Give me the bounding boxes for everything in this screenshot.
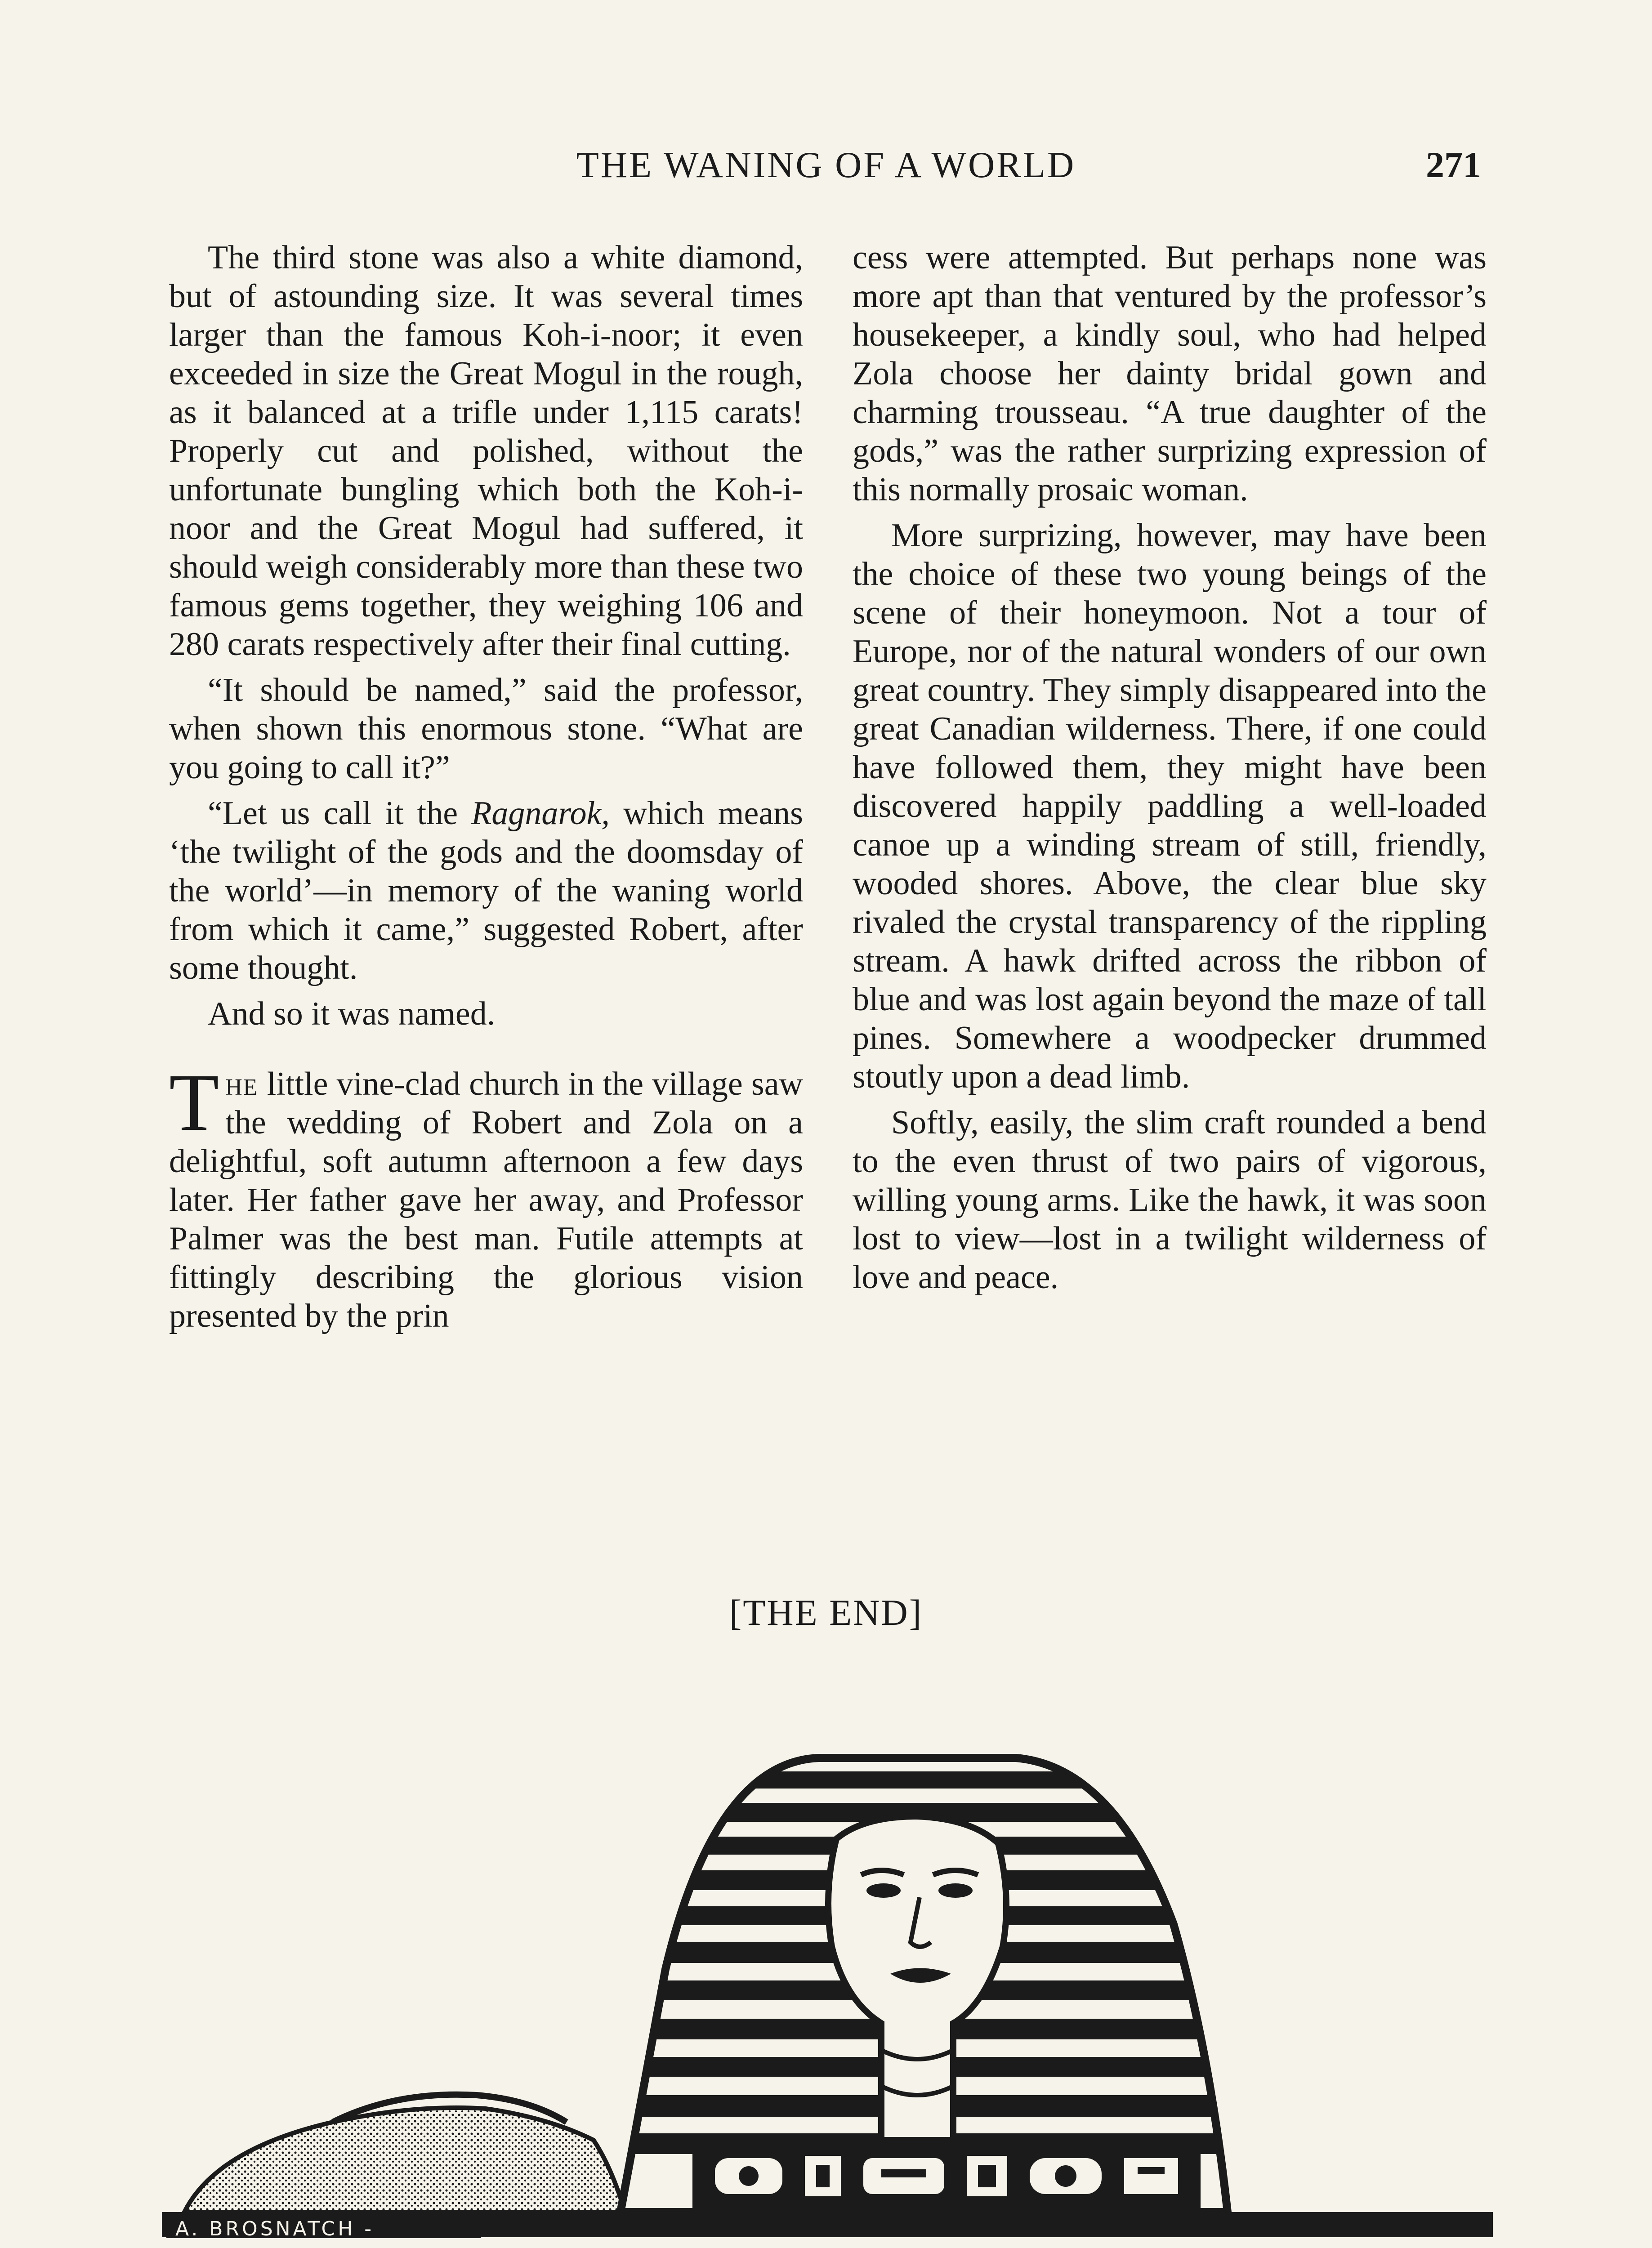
paragraph-princess: cess were attempted. But perhaps none was more apt than that ventured by the professor’s housekeeper, a kindly soul, who had helped Zola choose her dainty bridal gown and charming trousseau. “A true daughter of the gods,” was the rather surprizing expression of this normally prosaic woman. xyxy=(853,239,1487,508)
the-end-marker: [THE END] xyxy=(729,1592,923,1633)
left-eye xyxy=(866,1883,901,1898)
paragraph-honeymoon: More surprizing, however, may have been the choice of these two young beings of the scene of their honeymoon. Not a tour of Europe, nor of the natural wonders of our own great country. They simply disappeared into the great Canadian wilderness. There, if one could have followed them, they might have been discovered happily paddling a well-loaded canoe up a winding stream of still, friendly, wooded shores. Above, the clear blue sky rivaled the crystal transparency of the rippling stream. A hawk drifted across the ribbon of blue and was lost again beyond the maze of tall pines. Somewhere a woodpecker drummed stoutly upon a dead limb. xyxy=(853,517,1487,1095)
artist-signature: A. BROSNATCH - xyxy=(175,2217,375,2240)
paragraph-slim-craft: Softly, easily, the slim craft rounded a bend to the even thrust of two pairs of vigorous, willing young arms. Like the hawk, it was soon lost to view—lost in a twilight wilderness of love and peace. xyxy=(853,1104,1487,1296)
ragnarok-text-after: which means ‘the twilight of the gods and the doomsday of the world’—in memory of the waning world from which it came,” suggested Robert, after some thought. xyxy=(169,795,803,986)
paragraph-so-it-was-named: And so it was named. xyxy=(208,995,496,1032)
drop-cap: T xyxy=(169,1057,219,1148)
small-caps-lead: he xyxy=(225,1066,259,1102)
running-title: THE WANING OF A WORLD xyxy=(576,144,1076,185)
right-column xyxy=(853,238,1487,1304)
left-column xyxy=(169,238,803,1343)
paragraph-ragnarok xyxy=(169,794,803,987)
running-head xyxy=(0,144,1652,198)
sphinx-illustration xyxy=(162,1735,1493,2248)
page-number: 271 xyxy=(1426,144,1481,185)
paragraph-should-be-named: “It should be named,” said the professor, when shown this enormous stone. “What are you going to call it?” xyxy=(169,672,803,786)
sphinx-body xyxy=(184,2108,625,2212)
wedding-text: little vine-clad church in the village saw the wedding of Robert and Zola on a delightful, soft autumn afternoon a few days later. Her father gave her away, and Professor Palmer was the best man. Futile attempts at fittingly describing the glorious vision presented by the prin xyxy=(169,1066,803,1334)
ragnarok-text-before: “Let us call it the xyxy=(208,795,472,832)
paragraph-third-stone: The third stone was also a white diamond, but of astounding size. It was several times larger than the famous Koh-i-noor; it even exceeded in size the Great Mogul in the rough, as it balanced at a trifle under 1,115 carats! Properly cut and polished, without the unfortunate bungling which both the Koh-i-noor and the Great Mogul had suffered, it should weigh considerably more than these two famous gems together, they weighing 106 and 280 carats respectively after their final cutting. xyxy=(169,239,803,663)
right-eye xyxy=(938,1883,973,1898)
ragnarok-italic: Ragnarok, xyxy=(471,795,610,832)
paragraph-wedding xyxy=(169,1057,803,1335)
